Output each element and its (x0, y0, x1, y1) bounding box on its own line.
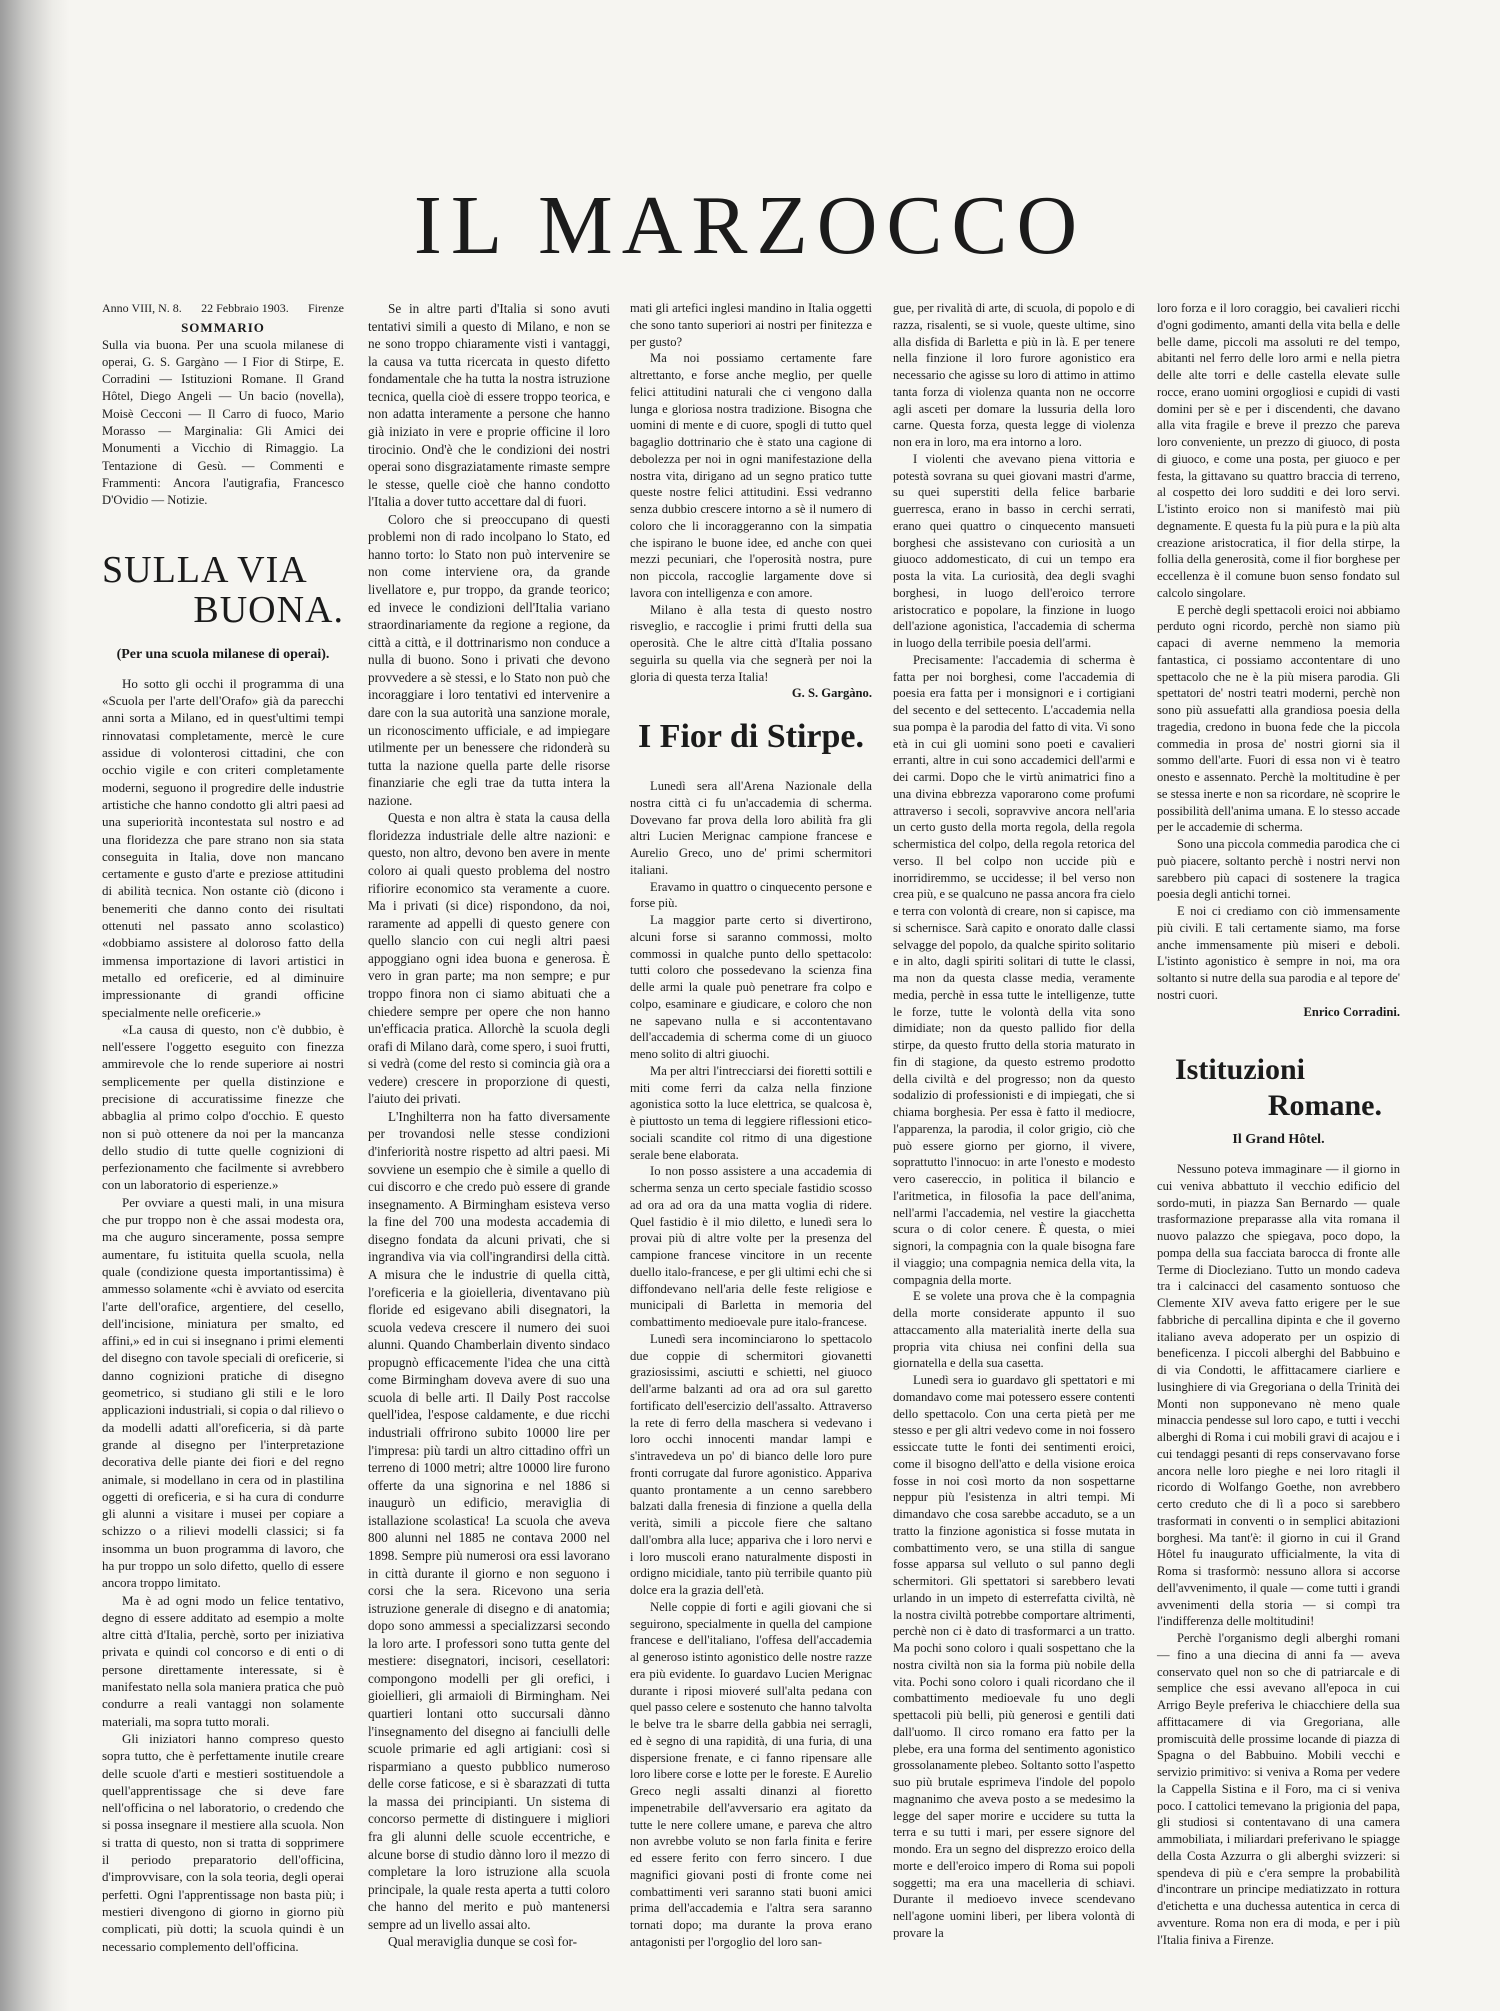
paragraph: Sono una piccola commedia parodica che ci può piacere, soltanto perchè i nostri nervi non sarebbero più capaci di sostenere la tragica poesia degli antichi tornei. (1157, 837, 1400, 902)
paragraph: E perchè degli spettacoli eroici noi abbiamo perduto ogni ricordo, perchè non siamo più capaci di averne nemmeno la memoria fantastica, ci possiamo accontentare di uno spettacolo che ne è la più misera parodia. Gli spettatori de' nostri teatri moderni, perchè non sono più assuefatti alla grandiosa poesia della tragedia, credono in buona fede che la piccola commedia in prosa de' nostri giorni sia il sommo dell'arte. Fuori di essa non vi è teatro onesto e assennato. Perchè la moltitudine è per se stessa inerte e non sa ricordare, nè scoprire le possibilità dell'anima umana. E lo stesso accade per le accademie di scherma. (1157, 602, 1400, 835)
issue-date: 22 Febbraio 1903. (201, 301, 289, 315)
paragraph: L'Inghilterra non ha fatto diversamente per trovandosi nelle stesse condizioni d'inferiorità nostre rispetto ad altri paesi. Mi sovviene un esempio che è simile a quello di cui discorro e che credo può essere di grande insegnamento. A Birmingham esisteva verso la fine del 700 una modesta accademia di disegno fondata da alcuni privati, che si ingrandiva via via coll'ingrandirsi della città. A misura che le industrie di quella città, l'oreficeria e la gioielleria, diventavano più floride ed esigevano abili disegnatori, la scuola vedeva crescere il numero dei suoi alunni. Quando Chamberlain divento sindaco propugnò efficacemente l'idea che una città come Birmingham doveva avere di suo una scuola di belle arti. Il Daily Post raccolse quell'idea, l'espose caldamente, e due ricchi industriali offrirono subito 10000 lire per l'impresa: più tardi un altro cittadino offrì un terreno di 1000 metri; altre 10000 lire furono offerte da una signorina e nel 1886 si inaugurò un edificio, meraviglia di istallazione scolastica! La scuola che aveva 800 alunni nel 1885 ne contava 2000 nel 1898. Sempre più numerosi ora essi lavorano in città durante il giorno e non seguono i corsi che la sera. Ricevono una seria istruzione generale di disegno e di anatomia; dopo sono ammessi a specializzarsi secondo la loro arte. I professori sono tutta gente del mestiere: disegnatori, incisori, cesellatori: compongono modelli per gli orefici, i gioiellieri, gli armaioli di Birmingham. Nei quartieri lontani otto succursali dànno l'insegnamento del disegno ai fanciulli delle scuole primarie ed agli artigiani: così si risparmiano a questo pubblico numeroso delle corse faticose, e si è sbarazzati di tutta la massa dei principianti. Un sistema di concorso permette di distinguere i migliori fra gli alunni delle scuole eccentriche, e alcune borse di studio dànno loro il mezzo di completare la loro istruzione alla scuola principale, la quale resta aperta a tutti coloro che hanno del merito e può mantenersi sempre ad un livello assai alto. (368, 1108, 610, 1932)
article-title-line-1: SULLA VIA (102, 548, 308, 591)
article-title-line-2: Romane. (1267, 1089, 1382, 1123)
paragraph: Lunedì sera io guardavo gli spettatori e mi domandavo come mai potessero essere contenti dello spettacolo. Con una certa pietà per me stesso e per gli altri vedevo come in noi fossero essiccate tutte le fonti dei sentimenti eroici, come il bisogno dell'atto e della visione eroica fosse in noi così morto da non sospettarne neppur più l'esistenza in altri tempi. Mi dimandavo che cosa sarebbe accaduto, se a un tratto la finzione agonistica si fosse mutata in combattimento vero, se una stilla di sangue fosse apparsa sul velluto o sul panno degli schermitori. Gli spettatori si sarebbero levati urlando in un impeto di esterrefatta civiltà, nè la nostra civiltà potrebbe comportare altrimenti, perchè non ci è dato di trasformarci a un tratto. Ma pochi sono coloro i quali sospettano che la nostra civiltà non sia la forma più nobile della vita. Pochi sono coloro i quali ricordano che il combattimento medioevale fu uno degli spettacoli più belli, più generosi e gentili dati dall'uomo. Il circo romano era fatto per la plebe, era una forma del sentimento agonistico grossolanamente plebeo. Soltanto sotto l'aspetto suo più brutale esprimeva l'indole del popolo magnanimo che aveva posto a se medesimo la legge del saper morire e uccidere su tutta la terra e su tutti i mari, per essere signore del mondo. Era un segno del disprezzo eroico della morte e dell'eroico impero di Roma sui popoli soggetti; ma era una macelleria di schiavi. Durante il medioevo invece scendevano nell'agone uomini liberi, per libera volontà di provare la (893, 1373, 1135, 1940)
masthead-title: IL MARZOCCO (413, 179, 1087, 273)
sommario-title: SOMMARIO (181, 320, 265, 336)
issue-city: Firenze (308, 301, 344, 315)
column-5 (1157, 300, 1400, 1948)
paragraph: Eravamo in quattro o cinquecento persone e forse più. (630, 879, 872, 911)
paragraph: Io non posso assistere a una accademia di scherma senza un certo speciale fastidio scosso ad ora ad ora da una matta voglia di ridere. Quel fastidio è il mio diletto, e lunedì sera lo provai più di altre volte per la presenza del campione francese vincitore in un recente duello italo-francese, e per gli ultimi echi che si diffondevano nell'aria delle feste religiose e municipali di Barletta in memoria del combattimento medioevale pure italo-francese. (630, 1164, 872, 1329)
paragraph: Per ovviare a questi mali, in una misura che pur troppo non è che assai modesta ora, ma che auguro sinceramente, possa sempre aumentare, fu istituita quella scuola, nella quale (condizione questa importantissima) è ammesso solamente «chi è avviato od esercita l'arte dell'orafice, argentiere, del cesello, dell'incisione, miniatura per smalto, ed affini,» ed in cui si insegnano i primi elementi del disegno con tavole speciali di oreficerie, si danno cognizioni pratiche di disegno geometrico, si studiano gli stili e le loro applicazioni industriali, si copia o dal rilievo o da modelli adatti all'oreficeria, si dà parte grande al disegno per l'interpretazione decorativa delle piante dei fiori e del regno animale, si modellano in cera od in plastilina oggetti di oreficeria, e si ha cura di condurre gli alunni a visitare i musei per copiare a schizzo o a rilievi modelli classici; si fa insomma un buon programma di lavoro, che ha pur troppo un solo difetto, quello di essere ancora troppo limitato. (102, 1194, 344, 1591)
paragraph: Qual meraviglia dunque se così for- (388, 1934, 578, 1950)
article-title-istituzioni-romane (1175, 1052, 1400, 1124)
paragraph: Ma noi possiamo certamente fare altrettanto, e forse anche meglio, per quelle felici attitudini naturali che ci vengono dalla lunga e gloriosa nostra tradizione. Bisogna che uomini di mente e di cuore, spogli di tutto quel bagaglio dottrinario che è stato una cagione di debolezza per noi in ogni manifestazione della nostra vita, dirigano ad un segno pratico tutte queste nostre felici attitudini. Essi vedranno senza dubbio crescere intorno a sè il numero di coloro che li incoraggeranno con la simpatia che ispirano le buone idee, ed anche con quei mezzi pecuniari, che l'operosità nostra, pure non piccola, raccoglie largamente dove si lavora con intelligenza e con amore. (630, 351, 872, 600)
paragraph: Nessuno poteva immaginare — il giorno in cui veniva abbattuto il vecchio edificio del sordo-muti, in piazza San Bernardo — quale trasformazione preparasse alla vita romana il nuovo palazzo che spiegava, poco dopo, la pompa della sua facciata barocca di fronte alle Terme di Diocleziano. Tutto un mondo cadeva tra i calcinacci del casamento sontuoso che Clemente XIV aveva fatto erigere per le sue fabbriche di percallina dipinta e che il governo italiano aveva adoperato per un ospizio di beneficenza. I piccoli alberghi del Babbuino e di via Condotti, le affittacamere ciarliere e lusinghiere di via Gregoriana o della Trinità dei Monti non supponevano nè meno quale minaccia pendesse sul loro capo, e tutti i vecchi alberghi di Roma i cui mobili gravi di acajou e i cui tendaggi pesanti di reps conservavano forse ancora nelle loro pieghe e nei loro ritagli il ricordo di Wolfango Goethe, non avrebbero certo creduto che di lì a poco si sarebbero trasformati in conventi o in semplici abitazioni borghesi. Ma tant'è: il giorno in cui il Grand Hôtel fu inaugurato ufficialmente, la vita di Roma si trasformò: nessuno allora si accorse dell'avvenimento, il quale — come tutti i grandi avvenimenti della storia — si compì tra l'indifferenza delle moltitudini! (1157, 1162, 1400, 1629)
article-subtitle: Il Grand Hôtel. (1232, 1132, 1325, 1148)
sommario-text: Sulla via buona. Per una scuola milanese di operai, G. S. Gargàno — I Fior di Stirpe, E. Corradini — Istituzioni Romane. Il Grand Hôtel, Diego Angeli — Un bacio (novella), Moisè Cecconi — Il Carro di fuoco, Mario Morasso — Marginalia: Gli Amici dei Monumenti a Vicchio di Rimaggio. La Tentazione di Gesù. — Commenti e Frammenti: Ancora l'autigrafia, Francesco D'Ovidio — Notizie. (102, 337, 344, 508)
column-4 (893, 300, 1135, 1942)
column-1 (102, 300, 344, 1955)
paragraph: E se volete una prova che è la compagnia della morte considerate appunto il suo attaccamento alla materialità inerte della sua propria vita chiusa nei confini della sua giornatella e della sua casetta. (893, 1289, 1135, 1371)
paragraph: Se in altre parti d'Italia si sono avuti tentativi simili a questo di Milano, e non se ne sono troppo chiaramente visti i vantaggi, la causa va tutta ricercata in questo difetto fondamentale che ha tutta la nostra istruzione tecnica, quella cioè di essere troppo teorica, e non adatta interamente a persone che hanno già iniziato in vere e proprie officine il loro tirocinio. Ond'è che le condizioni dei nostri operai sono disgraziatamente rimaste sempre le stesse, quelle cioè che hanno condotto l'Italia a dover tutto accettare dal di fuori. (368, 301, 610, 510)
article-title-fior-di-stirpe: I Fior di Stirpe. (637, 718, 865, 755)
article-title-line-1: Istituzioni (1175, 1053, 1306, 1087)
page-edge-shadow (0, 0, 70, 2011)
paragraph: Questa e non altra è stata la causa della floridezza industriale delle altre nazioni: e questo, non altro, devono ben avere in mente coloro ai quali questo problema del nostro rifiorire economico sta veramente a cuore. Ma i privati (si dice) rispondono, da noi, raramente ad appelli di questo genere con quello slancio con cui negli altri paesi appoggiano ogni idea buona e generosa. È vero in gran parte; ma non sempre; e pur troppo finora non ci siamo abituati che a chiedere sempre per opere che non hanno un'efficacia pratica. Allorchè la scuola degli orafi di Milano darà, come spero, i suoi frutti, si vedrà (come del resto si comincia già ora a vedere) crescere in proporzione di questi, l'aiuto dei privati. (368, 810, 610, 1107)
paragraph: «La causa di questo, non c'è dubbio, è nell'essere l'oggetto eseguito con finezza ammirevole che lo rende superiore ai nostri semplicemente per quella distinzione e precisione di accuratissime finezze che abbaglia al primo colpo d'occhio. E questo non si può ottenere da noi per la mancanza dello studio di tutte quelle cognizioni di perfezionamento che facilmente si avrebbero con un laboratorio di esperienze.» (102, 1021, 344, 1193)
paragraph: Gli iniziatori hanno compreso questo sopra tutto, che è perfettamente inutile creare delle scuole d'arti e mestieri sostituendole a quell'apprentissage che si deve fare nell'officina o nel laboratorio, o credendo che si possa insegnare il mestiere alla scuola. Non si tratta di questo, non si tratta di sopprimere il periodo preparatorio dell'officina, d'improvvisare, con la sola teoria, degli operai perfetti. Ogni l'apprentissage non basta più; i mestieri divengono di giorno in giorno più complicati, più dotti; la scuola quindi è un necessario complemento dell'officina. (102, 1730, 344, 1954)
issue-number: Anno VIII, N. 8. (102, 301, 182, 315)
paragraph: Nelle coppie di forti e agili giovani che si seguirono, specialmente in quella del campione francese e dell'italiano, l'offesa dell'accademia al generoso istinto agonistico delle nostre razze era più evidente. Io guardavo Lucien Merignac durante i riposi mioveré sull'alta pedana con quel passo celere e sostenuto che hanno talvolta le belve tra le sbarre della gabbia nei serragli, ed è segno di una rapidità, di una furia, di una dispersione frenate, e ci fanno ripensare alle loro libere corse e lotte per le foreste. E Aurelio Greco negli assalti dinanzi al fioretto impenetrabile dell'avversario era agitato da tutte le nere collere umane, e pareva che altro non avrebbe voluto se non farla finita e ferire ed essere ferito con ferro sincero. I due magnifici giovani posti di fronte come nei combattimenti veri saranno stati buoni amici prima dell'accademia e l'altra sera saranno tornati dopo; ma durante la prova erano antagonisti per l'orgoglio del loro san- (630, 1599, 872, 1949)
paragraph: Ho sotto gli occhi il programma di una «Scuola per l'arte dell'Orafo» già da parecchi anni sorta a Milano, ed in quest'ultimi tempi rinnovatasi completamente, mercè le cure assidue di volonterosi cittadini, che con occhio vigile e con criteri completamente moderni, seguono il progredire delle industrie artistiche che hanno condotto gli altri paesi ad una superiorità incontestata sul nostro e ad una floridezza che pare strano non sia stata conseguita in Italia, dove non mancano certamente e gusto d'arte e preziose attitudini di abilità tecnica. Non ostante ciò (dicono i benemeriti che danno conto dei risultati ottenuti nel passato anno scolastico) «dobbiamo assistere al doloroso fatto della immensa importazione di lavori artistici in metallo ed oreficerie, ed al diminuire impressionante di grandi officine specialmente nelle oreficerie.» (102, 675, 344, 1020)
article-title-line-2: BUONA. (193, 588, 344, 631)
column-3 (630, 300, 872, 1951)
dateline (102, 300, 344, 317)
paragraph: Coloro che si preoccupano di questi problemi non di rado incolpano lo Stato, ed hanno torto: lo Stato non può intervenire se non come interviene ora, da grande livellatore e, pur troppo, da grande teorico; ed invece le condizioni dell'Italia variano straordinariamente da regione a regione, da città a città, e il dottrinarismo non conduce a nulla di buono. Sono i privati che devono provvedere a sè stessi, e lo Stato non può che incoraggiare i loro tentativi ed intervenire a dare con la sua autorità una sanzione morale, un riconoscimento ufficiale, e ad impiegare utilmente per un benessere che ridonderà su tutta la nazione quella parte delle risorse finanziarie che egli trae da tutta intera la nazione. (368, 511, 610, 808)
paragraph: mati gli artefici inglesi mandino in Italia oggetti che sono tanto superiori ai nostri per finitezza e per gusto? (630, 301, 872, 349)
author-signature: Enrico Corradini. (1303, 1004, 1400, 1019)
paragraph: Ma per altri l'intrecciarsi dei fioretti sottili e miti come ferri da calza nella finzione agonistica sotto la luce elettrica, se qualcosa è, è piuttosto un tema di leggiere riflessioni etico-sociali scandite col ritmo di una digestione serale bene elaborata. (630, 1063, 872, 1162)
paragraph: E noi ci crediamo con ciò immensamente più civili. E tali certamente siamo, ma forse anche immensamente più miseri e deboli. L'istinto agonistico è sempre in noi, ma ora soltanto si nutre della sua parodia e al tepore de' nostri cuori. (1157, 904, 1400, 1002)
paragraph: Lunedì sera all'Arena Nazionale della nostra città ci fu un'accademia di scherma. Dovevano far prova della loro abilità fra gli altri Lucien Merignac campione francese e Aurelio Greco, uno de' primi schermitori italiani. (630, 779, 872, 877)
paragraph: I violenti che avevano piena vittoria e potestà sovrana su quei giovani mastri d'arme, su quei superstiti della felice barbarie guerresca, erano in basso in cerchi serrati, erano quei quattro o cinquecento mansueti borghesi che assistevano con curiosità a un giuoco addomesticato, di cui un tempo era posta la vita. La curiosità, dea degli svaghi borghesi, in luogo dell'eroico terrore aristocratico e popolare, la finzione in luogo dell'azione agonistica, l'accademia di scherma in luogo della terribile poesia dell'armi. (893, 451, 1135, 650)
column-2 (368, 300, 610, 1951)
paragraph: gue, per rivalità di arte, di scuola, di popolo e di razza, risalenti, se si vuole, queste ultime, sino alla disfida di Barletta e più in là. E per tenere nella finzione il loro furore agonistico era necessario che agisse su loro di attimo in attimo tanta forza di violenza quanta non ne occorre agli asceti per domare la lussuria della loro carne. Questa forza, questa legge di violenza non era in loro, ma era intorno a loro. (893, 301, 1135, 449)
paragraph: Perchè l'organismo degli alberghi romani — fino a una diecina di anni fa — aveva conservato quel non so che di patriarcale e di semplice che essi avevano all'epoca in cui Arrigo Beyle preferiva le chiacchiere della sua affittacamere di via Gregoriana, alle promiscuità delle prossime locande di piazza di Spagna o del Babbuino. Mobili vecchi e servizio primitivo: si veniva a Roma per vedere la Cappella Sistina e il Foro, ma ci si veniva poco. I cattolici temevano la prigionia del papa, gli studiosi si contentavano di una camera ammobiliata, i miliardari preferivano le spiagge della Costa Azzurra o gli alberghi svizzeri: si spendeva di più e c'era sempre la probabilità d'incontrare un principe mediatizzato in rottura d'etichetta e una duchessa autentica in cerca di avventure. Roma non era di moda, e per i più l'Italia finiva a Firenze. (1157, 1631, 1400, 1947)
paragraph: Milano è alla testa di questo nostro risveglio, e raccoglie i primi frutti della sua operosità. Che le altre città d'Italia possano seguirla su quella via che segnerà per noi la gloria di questa terza Italia! (630, 602, 872, 684)
article-title-sulla-via-buona (102, 550, 344, 630)
paragraph: La maggior parte certo si divertirono, alcuni forse si saranno commossi, molto commossi in qualche punto dello spettacolo: tutti coloro che possedevano la scienza fina delle armi la quale può penetrare fra colpo e colpo, esaminare e giudicare, e coloro che non ne sapevano nulla e si accontentavano dell'accademia di scherma come di un giuoco meno solito di altri giuochi. (630, 913, 872, 1061)
paragraph: Lunedì sera incominciarono lo spettacolo due coppie di schermitori giovanetti graziosissimi, asciutti e schietti, nel giuoco dell'arme balzanti ad ora ad ora sul garetto fortificato dell'esercizio dell'assalto. Attraverso la rete di ferro della maschera si vedevano i loro occhi innocenti mandar lampi e s'intravedeva un po' di bianco delle loro pure fronti corrugate dal furore agonistico. Appariva quanto prontamente a un cenno sarebbero balzati dalla frenesia di finzione a quella della verità, simili a piccole fiere che saltano dall'ombra alla luce; appariva che i loro nervi e i loro muscoli erano naturalmente disposti in ordigno micidiale, tanto più terribile quanto più dolce era la grazia dell'età. (630, 1331, 872, 1597)
paragraph: Precisamente: l'accademia di scherma è fatta per noi borghesi, come l'accademia di poesia era fatta per i monsignori e i cortigiani del secento e del settecento. L'accademia nella sua pompa è la parodia del fatto di vita. Vi sono età in cui gli uomini sono poeti e cavalieri erranti, altre in cui sono accademici dell'armi e dei carmi. Dopo che le virtù animatrici fino a una divina ebbrezza vaporarono come profumi attraverso i secoli, sopravvive ancora nell'aria un certo gusto della morta regola, della regola schermistica del colpo, della regola retorica del verso. Il bel colpo non uccide più e inorridiremmo, se uccidesse; il bel verso non crea più, e se qualcuno ne passa ancora fra cielo e terra con volontà di creare, non si capisce, ma si schernisce. Sarà capito e onorato dalle classi selvagge del popolo, da qualche spirito solitario e in alto, dagli spiriti solitari di tutte le classi, ma non da questa classe media, veramente media, perchè in essa tutte le intelligenze, tutte le forze, tutte le volontà della vita sono dimidiate; non da questo pallido fior della stirpe, da questo frutto della storia maturato in fin di stagione, da questo estremo prodotto della civiltà e del progresso; non da questo sodalizio di professionisti e di impiegati, che si chiama borghesia. Per essa è fatto il mediocre, l'apparenza, la parodia, il color grigio, ciò che può essere giorno per giorno, il vivere, soprattutto l'innocuo: in arte l'onesto e modesto vero casereccio, in politica il bilancio e l'aritmetica, in filosofia la pace dell'anima, nell'armi l'accademia, nel vestire la giacchetta scura o di color cenere. È questa, o miei signori, la compagnia con la quale bisogna fare il viaggio; una compagnia nemica della vita, la compagnia della morte. (893, 652, 1135, 1287)
article-subtitle: (Per una scuola milanese di operai). (116, 646, 330, 662)
paragraph: loro forza e il loro coraggio, bei cavalieri ricchi d'ogni godimento, amanti della vita bella e delle belle dame, piccoli ma assoluti re del tempo, abitanti nel ferro delle loro armi e nella pietra delle alte torri e delle castella elevate sulle rocce, erano uomini orgogliosi e cupidi di vasti domini per sè e per i discendenti, che davano alla vita fragile e breve il prezzo che pareva loro conveniente, un prezzo di giuoco, di posta di giuoco, e come una posta, per giuoco e per festa, la gittavano su quattro braccia di terreno, al cospetto dei loro sudditi e dei loro servi. L'istinto eroico non si manifestò mai più degnamente. E questa fu la più pura e la più alta creazione aristocratica, il fior della stirpe, la follia della generosità, come il fior borghese per eccellenza è il comune buon senso fondato sul calcolo singolare. (1157, 301, 1400, 600)
author-signature: G. S. Gargàno. (791, 686, 872, 701)
paragraph: Ma è ad ogni modo un felice tentativo, degno di essere additato ad esempio a molte altre città d'Italia, perchè, sorto per iniziativa privata e quindi col concorso e di enti o di persone direttamente interessate, si è manifestato nella sola maniera pratica che può condurre a reali vantaggi non solamente materiali, ma sopra tutto morali. (102, 1592, 344, 1729)
